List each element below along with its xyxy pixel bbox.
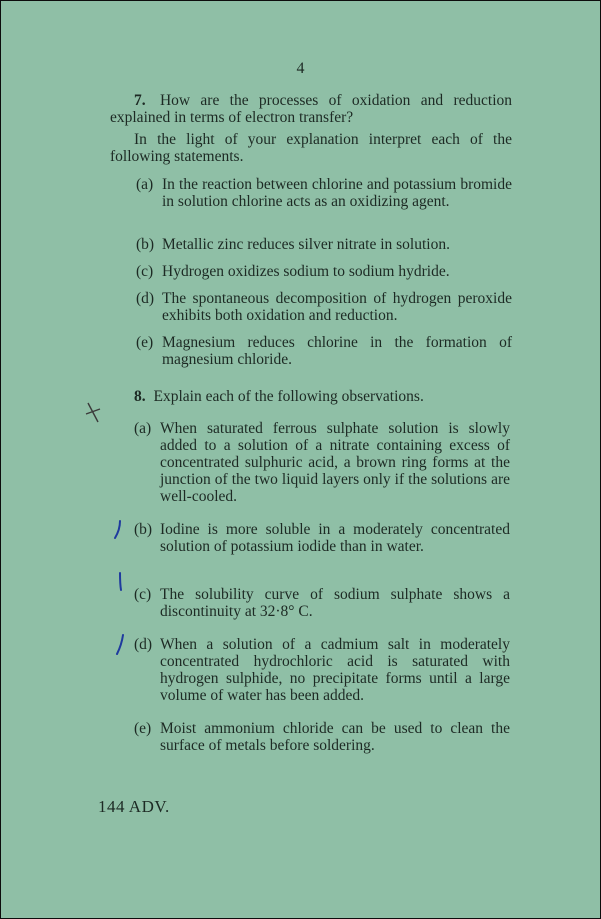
handwritten-tick-d (114, 633, 128, 657)
q7-part-d-text: The spontaneous decomposition of hydrogen peroxide exhibits both oxidation and reduction. (162, 290, 512, 324)
handwritten-cross-mark (84, 400, 106, 426)
q7-part-a-text: In the reaction between chlorine and potassium bromide in solution chlorine acts as an oxidizing agent. (162, 176, 512, 210)
question-8-body: Explain each of the following observations. (153, 388, 424, 405)
q8-part-d-text: When a solution of a cadmium salt in moderately concentrated hydrochloric acid is saturated with hydrogen sulphide, no precipitate forms until a large volume of water has been added. (160, 636, 510, 704)
q7-part-e-text: Magnesium reduces chlorine in the formation of magnesium chloride. (162, 334, 512, 368)
q7-part-a-label: (a) (136, 176, 154, 193)
question-8-text (134, 388, 512, 405)
q7-part-c (136, 263, 512, 280)
q8-part-e-text: Moist ammonium chloride can be used to clean the surface of metals before soldering. (160, 720, 510, 754)
question-7-instruction: In the light of your explanation interpret each of the following statements. (110, 131, 512, 165)
q8-part-a (134, 420, 510, 505)
q8-part-b-text: Iodine is more soluble in a moderately concentrated solution of potassium iodide than in water. (160, 521, 510, 555)
q8-part-c-label: (c) (134, 586, 152, 603)
q7-part-c-label: (c) (136, 263, 154, 280)
q7-part-d (136, 290, 512, 324)
q8-part-c-text: The solubility curve of sodium sulphate shows a discontinuity at 32·8° C. (160, 586, 510, 620)
q8-part-d-label: (d) (134, 636, 153, 653)
q8-part-a-label: (a) (134, 420, 152, 437)
q7-part-b-text: Metallic zinc reduces silver nitrate in solution. (162, 236, 450, 253)
q7-part-d-label: (d) (136, 290, 155, 307)
question-7-text (110, 92, 512, 126)
handwritten-tick-b (112, 519, 126, 541)
q7-part-e (136, 334, 512, 368)
question-7-body: How are the processes of oxidation and reduction explained in terms of electron transfer? (110, 92, 513, 126)
page-number: 4 (296, 60, 305, 77)
q8-part-a-text: When saturated ferrous sulphate solution is slowly added to a solution of a nitrate containing excess of concentrated sulphuric acid, a brown ring forms at the junction of the two liquid layers only if the solutions are well-cooled. (160, 420, 510, 505)
q8-part-e-label: (e) (134, 720, 152, 737)
q7-part-b (136, 236, 512, 253)
q8-part-e (134, 720, 510, 754)
q7-part-b-label: (b) (136, 236, 155, 253)
question-7-number: 7. (134, 92, 146, 109)
q8-part-b-label: (b) (134, 521, 153, 538)
q7-part-c-text: Hydrogen oxidizes sodium to sodium hydride. (162, 263, 450, 280)
question-8-number: 8. (134, 388, 146, 405)
q7-part-a (136, 176, 512, 210)
q7-part-e-label: (e) (136, 334, 154, 351)
exam-code-footer: 144 ADV. (98, 797, 170, 816)
handwritten-tick-c (114, 571, 126, 593)
q8-part-d (134, 636, 510, 704)
q8-part-b (134, 521, 510, 555)
q8-part-c (134, 586, 510, 620)
